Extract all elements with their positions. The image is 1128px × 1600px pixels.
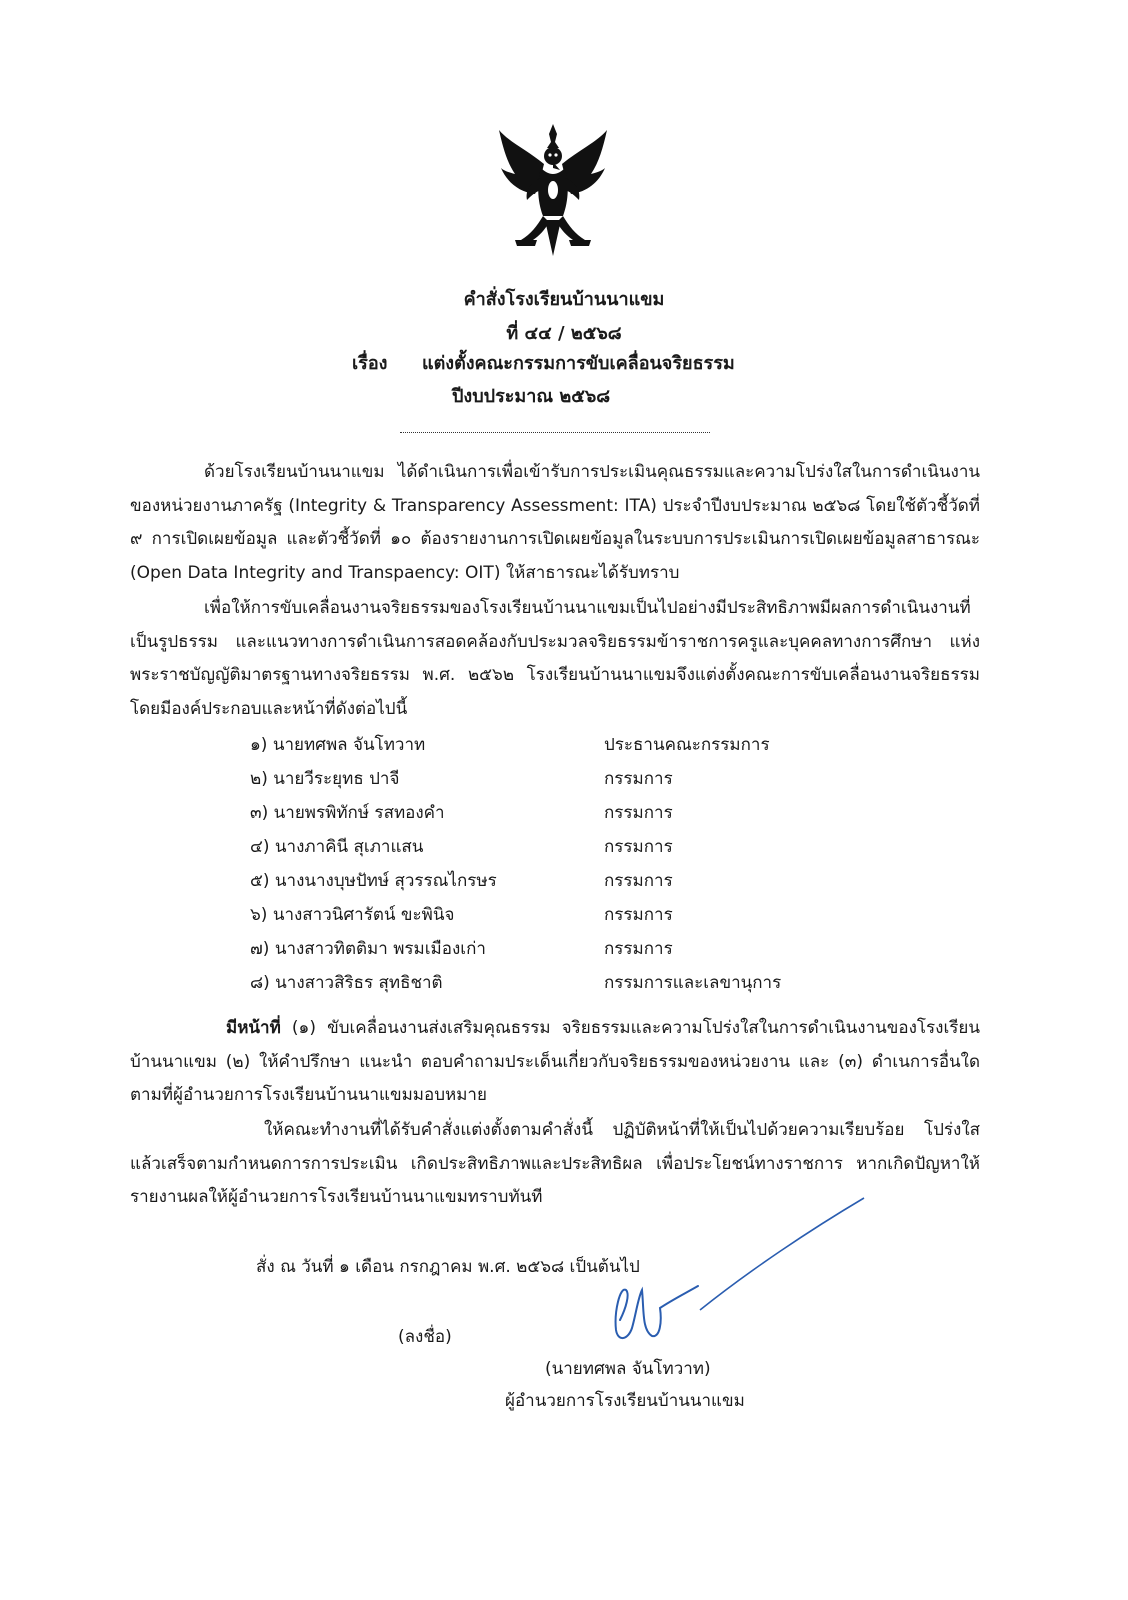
list-item [250, 966, 870, 1000]
member-role: กรรมการ [604, 939, 673, 959]
signer-title: ผู้อำนวยการโรงเรียนบ้านนาแขม [505, 1391, 745, 1411]
member-role: กรรมการและเลขานุการ [604, 973, 782, 993]
subject-text: แต่งตั้งคณะกรรมการขับเคลื่อนจริยธรรม [422, 353, 735, 374]
member-role: กรรมการ [604, 905, 673, 925]
duties-paragraph [130, 1012, 980, 1113]
member-name: ๘) นางสาวสิริธร สุทธิชาติ [250, 973, 443, 993]
list-item [250, 830, 870, 864]
member-name: ๒) นายวีระยุทธ ปาจี [250, 769, 400, 789]
list-item [250, 864, 870, 898]
signer-name: (นายทศพล จันโทวาท) [545, 1359, 711, 1379]
paragraph-2-text: เพื่อให้การขับเคลื่อนงานจริยธรรมของโรงเรียนบ้านนาแขมเป็นไปอย่างมีประสิทธิภาพมีผลการดำเนินงานที่เป็นรูปธรรม และแนวทางการดำเนินการสอดคล้องกับประมวลจริยธรรมข้าราชการครูและบุคคลทางการศึกษา แห่งพระราชบัญญัติมาตรฐานทางจริยธรรม พ.ศ. ๒๕๖๒ โรงเรียนบ้านนาแขมจึงแต่งตั้งคณะการขับเคลื่อนงานจริยธรรม โดยมีองค์ประกอบและหน้าที่ดังต่อไปนี้ [130, 598, 980, 719]
order-subject [352, 351, 735, 377]
paragraph-2 [130, 592, 980, 726]
member-role: กรรมการ [604, 769, 673, 789]
member-role: กรรมการ [604, 837, 673, 857]
member-name: ๖) นางสาวนิศารัตน์ ขะพินิจ [250, 905, 455, 925]
committee-member-list [250, 728, 870, 1000]
order-subject-line2: ปีงบประมาณ ๒๕๖๘ [452, 386, 611, 407]
list-item [250, 728, 870, 762]
dotted-separator [400, 432, 710, 433]
list-item [250, 796, 870, 830]
member-name: ๔) นางภาคินี สุเภาแสน [250, 837, 424, 857]
subject-label: เรื่อง [352, 353, 388, 374]
order-title: คำสั่งโรงเรียนบ้านนาแขม [463, 289, 665, 310]
member-role: กรรมการ [604, 803, 673, 823]
member-name: ๗) นางสาวทิตติมา พรมเมืองเก่า [250, 939, 486, 959]
handwritten-signature-icon [580, 1190, 880, 1370]
signed-label: (ลงชื่อ) [398, 1327, 452, 1347]
duty-label: มีหน้าที่ [226, 1018, 281, 1038]
issued-date: สั่ง ณ วันที่ ๑ เดือน กรกฎาคม พ.ศ. ๒๕๖๘ เป็นต้นไป [256, 1257, 640, 1277]
member-name: ๓) นายพรพิทักษ์ รสทองคำ [250, 803, 445, 823]
member-role: กรรมการ [604, 871, 673, 891]
paragraph-4-text: ให้คณะทำงานที่ได้รับคำสั่งแต่งตั้งตามคำสั่งนี้ ปฏิบัติหน้าที่ให้เป็นไปด้วยความเรียบร้อย โปร่งใส แล้วเสร็จตามกำหนดการการประเมิน เกิดประสิทธิภาพและประสิทธิผล เพื่อประโยชน์ทางราชการ หากเกิดปัญหาให้รายงานผลให้ผู้อำนวยการโรงเรียนบ้านนาแขมทราบทันที [130, 1120, 980, 1207]
paragraph-1-text: ด้วยโรงเรียนบ้านนาแขม ได้ดำเนินการเพื่อเข้ารับการประเมินคุณธรรมและความโปร่งใสในการดำเนินงานของหน่วยงานภาครัฐ (Integrity & Transparency Assessment: ITA) ประจำปีงบประมาณ ๒๕๖๘ โดยใช้ตัวชี้วัดที่ ๙ การเปิดเผยข้อมูล และตัวชี้วัดที่ ๑๐ ต้องรายงานการเปิดเผยข้อมูลในระบบการประเมินการเปิดเผยข้อมูลสาธารณะ (Open Data Integrity and Transpaency: OIT) ให้สาธารณะได้รับทราบ [130, 462, 980, 583]
member-name: ๑) นายทศพล จันโทวาท [250, 735, 426, 755]
paragraph-1 [130, 456, 980, 590]
list-item [250, 762, 870, 796]
order-number: ที่ ๔๔ / ๒๕๖๘ [506, 323, 622, 344]
duty-text: (๑) ขับเคลื่อนงานส่งเสริมคุณธรรม จริยธรรมและความโปร่งใสในการดำเนินงานของโรงเรียนบ้านนาแขม (๒) ให้คำปรึกษา แนะนำ ตอบคำถามประเด็นเกี่ยวกับจริยธรรมของหน่วยงาน และ (๓) ดำเนการอื่นใดตามที่ผู้อำนวยการโรงเรียนบ้านนาแขมมอบหมาย [130, 1018, 980, 1105]
list-item [250, 932, 870, 966]
list-item [250, 898, 870, 932]
member-role: ประธานคณะกรรมการ [604, 735, 770, 755]
garuda-emblem-icon [497, 120, 609, 260]
member-name: ๕) นางนางบุษปัทษ์ สุวรรณไกรษร [250, 871, 497, 891]
